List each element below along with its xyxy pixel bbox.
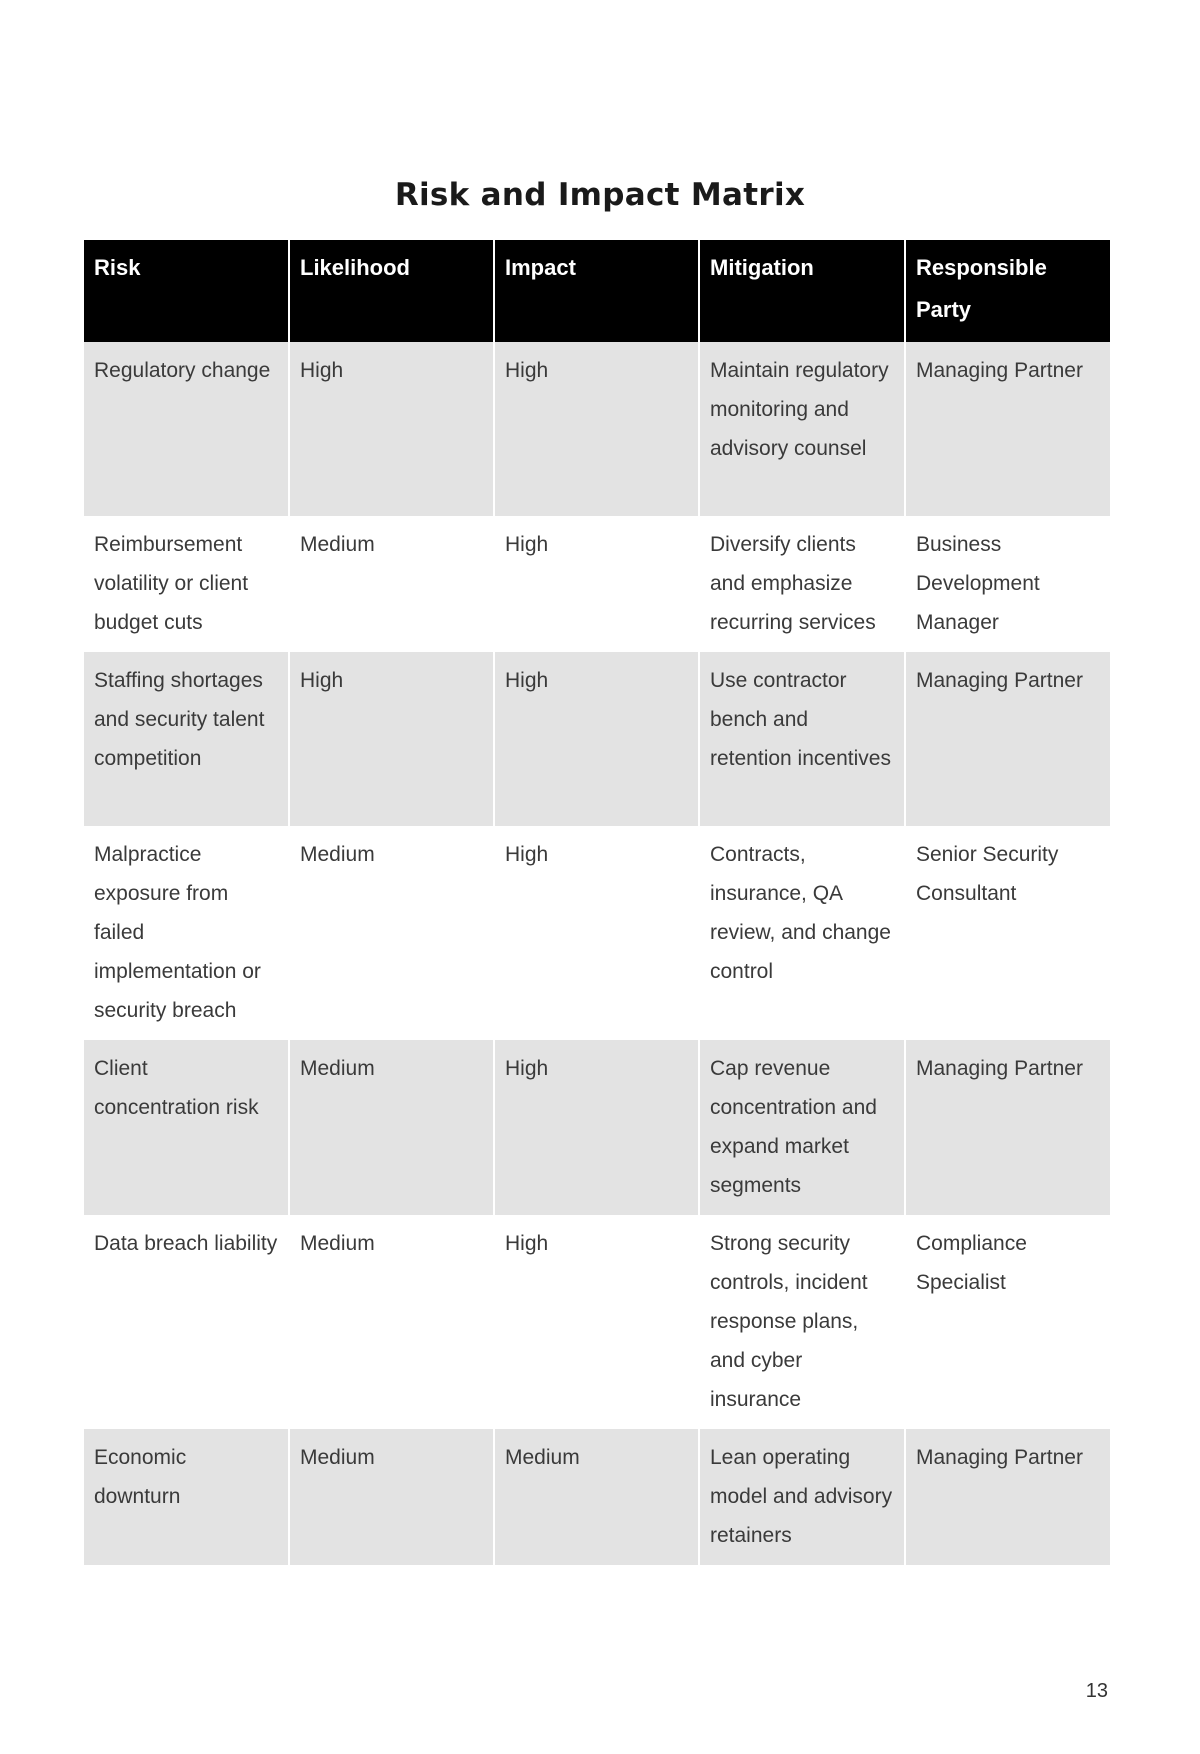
cell-impact: High bbox=[494, 1040, 699, 1215]
cell-risk: Malpractice exposure from failed implementation or security breach bbox=[84, 826, 289, 1040]
cell-likelihood: High bbox=[289, 342, 494, 516]
header-responsible-party: Responsible Party bbox=[905, 240, 1110, 342]
cell-responsible-party: Managing Partner bbox=[905, 652, 1110, 826]
page-title: Risk and Impact Matrix bbox=[394, 177, 806, 213]
cell-risk: Reimbursement volatility or client budget cuts bbox=[84, 516, 289, 652]
cell-impact: High bbox=[494, 1215, 699, 1429]
table-row bbox=[84, 826, 1110, 1040]
cell-impact: High bbox=[494, 516, 699, 652]
cell-mitigation: Lean operating model and advisory retainers bbox=[699, 1429, 905, 1565]
cell-impact: High bbox=[494, 342, 699, 516]
cell-responsible-party: Managing Partner bbox=[905, 342, 1110, 516]
cell-risk: Data breach liability bbox=[84, 1215, 289, 1429]
cell-risk: Regulatory change bbox=[84, 342, 289, 516]
cell-risk: Client concentration risk bbox=[84, 1040, 289, 1215]
cell-responsible-party: Compliance Specialist bbox=[905, 1215, 1110, 1429]
cell-mitigation: Use contractor bench and retention incentives bbox=[699, 652, 905, 826]
cell-impact: High bbox=[494, 826, 699, 1040]
header-likelihood: Likelihood bbox=[289, 240, 494, 342]
cell-risk: Staffing shortages and security talent competition bbox=[84, 652, 289, 826]
cell-impact: Medium bbox=[494, 1429, 699, 1565]
cell-likelihood: Medium bbox=[289, 826, 494, 1040]
table-header-row bbox=[84, 240, 1110, 342]
cell-likelihood: Medium bbox=[289, 516, 494, 652]
cell-likelihood: Medium bbox=[289, 1040, 494, 1215]
table-row bbox=[84, 516, 1110, 652]
risk-impact-table bbox=[84, 240, 1110, 1565]
table-row bbox=[84, 652, 1110, 826]
cell-mitigation: Diversify clients and emphasize recurring services bbox=[699, 516, 905, 652]
table-row bbox=[84, 1040, 1110, 1215]
cell-mitigation: Strong security controls, incident response plans, and cyber insurance bbox=[699, 1215, 905, 1429]
table-row bbox=[84, 342, 1110, 516]
cell-responsible-party: Managing Partner bbox=[905, 1040, 1110, 1215]
cell-responsible-party: Senior Security Consultant bbox=[905, 826, 1110, 1040]
header-mitigation: Mitigation bbox=[699, 240, 905, 342]
header-risk: Risk bbox=[84, 240, 289, 342]
cell-mitigation: Contracts, insurance, QA review, and change control bbox=[699, 826, 905, 1040]
cell-responsible-party: Business Development Manager bbox=[905, 516, 1110, 652]
cell-likelihood: Medium bbox=[289, 1215, 494, 1429]
table-row bbox=[84, 1215, 1110, 1429]
cell-likelihood: High bbox=[289, 652, 494, 826]
cell-risk: Economic downturn bbox=[84, 1429, 289, 1565]
cell-impact: High bbox=[494, 652, 699, 826]
cell-mitigation: Cap revenue concentration and expand market segments bbox=[699, 1040, 905, 1215]
page-number: 13 bbox=[1085, 1680, 1108, 1702]
table-row bbox=[84, 1429, 1110, 1565]
cell-responsible-party: Managing Partner bbox=[905, 1429, 1110, 1565]
cell-likelihood: Medium bbox=[289, 1429, 494, 1565]
cell-mitigation: Maintain regulatory monitoring and advisory counsel bbox=[699, 342, 905, 516]
header-impact: Impact bbox=[494, 240, 699, 342]
